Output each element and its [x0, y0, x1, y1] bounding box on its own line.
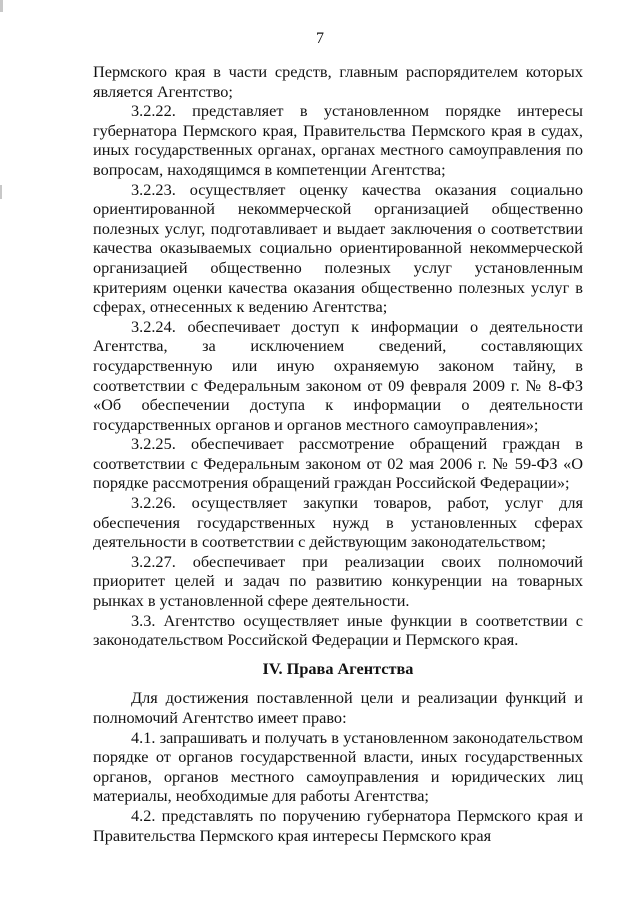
document-body	[93, 62, 583, 845]
paragraphs-after-heading	[93, 688, 583, 845]
paragraph: Пермского края в части средств, главным распорядителем которых является Агентство;	[93, 62, 583, 101]
paragraph: 4.1. запрашивать и получать в установленном законодательством порядке от органов государственной власти, иных государственных органов, органов местного самоуправления и юридических лиц материалы, необходимые для работы Агентства;	[93, 727, 583, 806]
paragraph: 3.2.24. обеспечивает доступ к информации о деятельности Агентства, за исключением сведений, составляющих государственную или иную охраняемую законом тайну, в соответствии с Федеральным законом от 09 февраля 2009 г. № 8-ФЗ «Об обеспечении доступа к информации о деятельности государственных органов и органов местного самоуправления»;	[93, 316, 583, 434]
paragraph: 3.2.23. осуществляет оценку качества оказания социально ориентированной некоммерческой организацией общественно полезных услуг, подготавливает и выдает заключения о соответствии качества оказываемых социально ориентированной некоммерческой организацией общественно полезных услуг установленным критериям оценки качества оказания общественно полезных услуг в сферах, отнесенных к ведению Агентства;	[93, 179, 583, 317]
section-heading: IV. Права Агентства	[262, 658, 414, 678]
scan-edge-mark	[0, 185, 2, 199]
scan-edge-mark	[0, 0, 3, 12]
paragraph: 3.2.27. обеспечивает при реализации своих полномочий приоритет целей и задач по развитию конкуренции на товарных рынках в установленной сфере деятельности.	[93, 551, 583, 611]
paragraph: 3.2.26. осуществляет закупки товаров, работ, услуг для обеспечения государственных нужд в установленных сферах деятельности в соответствии с действующим законодательством;	[93, 493, 583, 552]
paragraph: 4.2. представлять по поручению губернатора Пермского края и Правительства Пермского края интересы Пермского края	[93, 805, 583, 845]
page-number: 7	[316, 30, 324, 47]
paragraphs-before-heading	[93, 62, 583, 650]
paragraph: 3.2.25. обеспечивает рассмотрение обращений граждан в соответствии с Федеральным законом от 02 мая 2006 г. № 59-ФЗ «О порядке рассмотрения обращений граждан Российской Федерации»;	[93, 434, 583, 493]
paragraph: 3.2.22. представляет в установленном порядке интересы губернатора Пермского края, Правительства Пермского края в судах, иных государственных органах, органах местного самоуправления по вопросам, находящимся в компетенции Агентства;	[93, 101, 583, 179]
paragraph: 3.3. Агентство осуществляет иные функции в соответствии с законодательством Российской Федерации и Пермского края.	[93, 610, 583, 650]
paragraph: Для достижения поставленной цели и реализации функций и полномочий Агентство имеет право:	[93, 688, 583, 727]
